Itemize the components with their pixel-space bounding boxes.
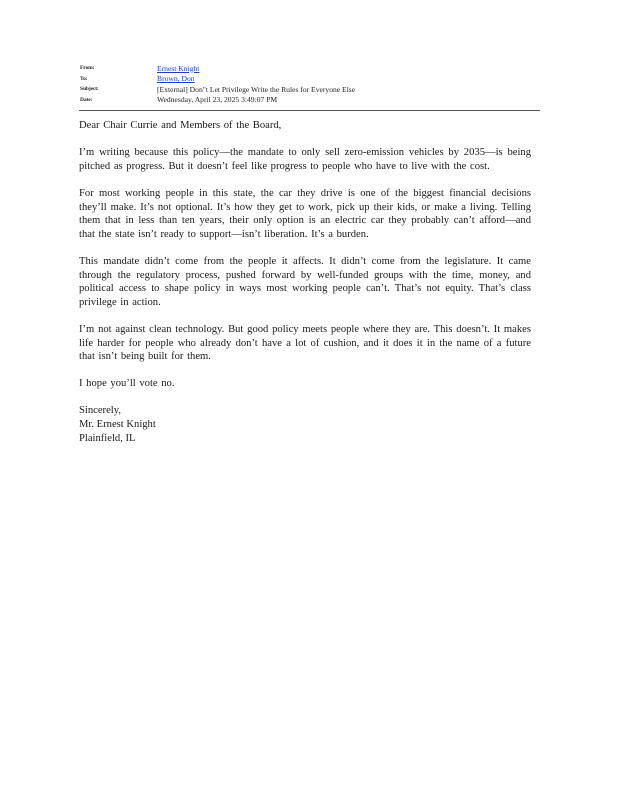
signer-name: Mr. Ernest Knight bbox=[79, 419, 156, 431]
paragraph-4: I’m not against clean technology. But good policy meets people where they are. This doesn’t. It makes life harder for people who already don’t have a lot of cushion, and it does it in the name of a future that isn’t being built for them. bbox=[79, 323, 531, 363]
from-link[interactable]: Ernest Knight bbox=[157, 63, 200, 73]
signer-location: Plainfield, IL bbox=[79, 432, 136, 444]
email-header bbox=[80, 63, 540, 105]
from-row bbox=[80, 63, 540, 74]
subject-value: [External] Don"t Let Privilege Write the Rules for Everyone Else bbox=[157, 84, 356, 94]
from-label: From: bbox=[80, 65, 95, 72]
paragraph-5: I hope you’ll vote no. bbox=[79, 378, 175, 390]
signoff: Sincerely, bbox=[79, 405, 121, 417]
email-body bbox=[79, 119, 531, 445]
subject-label: Subject: bbox=[80, 86, 99, 93]
to-row bbox=[80, 74, 540, 85]
to-label: To: bbox=[80, 75, 88, 82]
paragraph-1: I’m writing because this policy—the mandate to only sell zero-emission vehicles by 2035—is being pitched as progress. But it doesn’t feel like progress to people who have to live with the cost. bbox=[79, 147, 531, 172]
paragraph-3: This mandate didn’t come from the people it affects. It didn’t come from the legislature. It came through the regulatory process, pushed forward by well-funded groups with the time, money, and political access to shape policy in ways most working people can’t. That’s not equity. That’s class privilege in action. bbox=[79, 255, 531, 308]
subject-row bbox=[80, 84, 540, 95]
date-label: Date: bbox=[80, 96, 93, 103]
date-row bbox=[80, 95, 540, 106]
to-link[interactable]: Brown, Don bbox=[157, 74, 195, 84]
paragraph-2: For most working people in this state, the car they drive is one of the biggest financial decisions they’ll make. It’s not optional. It’s how they get to work, pick up their kids, or make a living. Telling them that in less than ten years, their only option is an electric car they probably can’t afford—and that the state isn’t ready to support—isn’t liberation. It’s a burden. bbox=[79, 187, 531, 240]
date-value: Wednesday, April 23, 2025 3:49:07 PM bbox=[157, 95, 278, 105]
salutation: Dear Chair Currie and Members of the Board, bbox=[79, 120, 282, 131]
header-divider bbox=[79, 110, 540, 111]
